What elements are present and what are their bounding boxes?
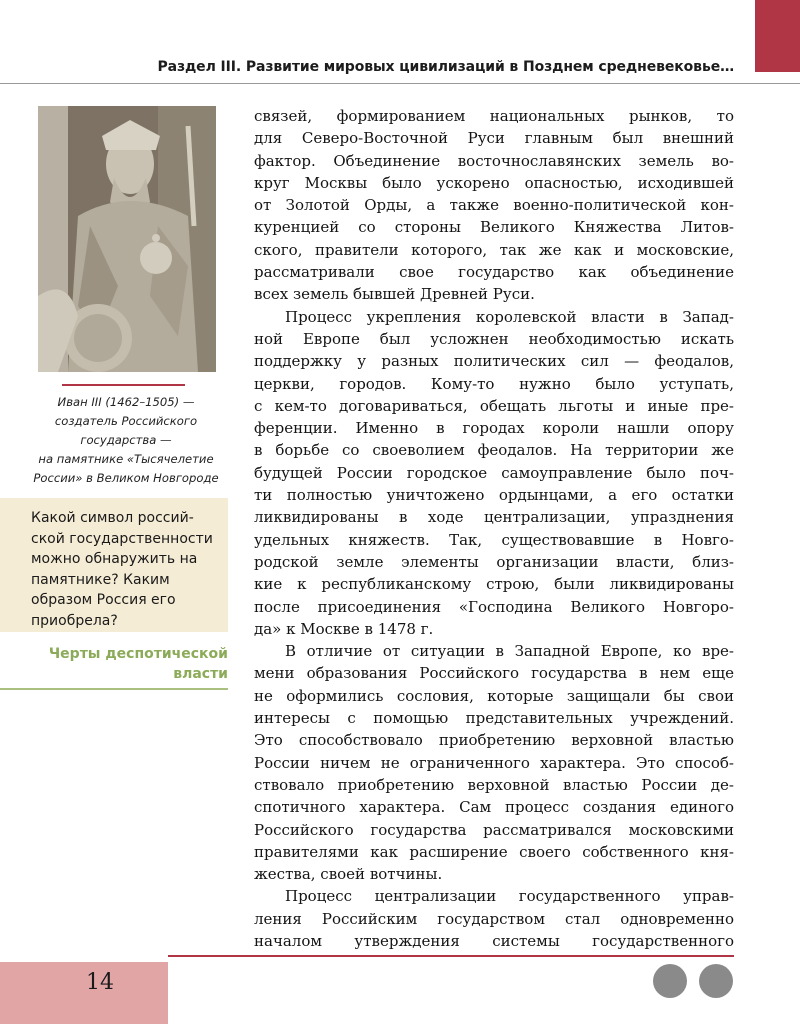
caption-line: государства — xyxy=(80,433,172,447)
figure-caption xyxy=(28,393,224,488)
text-line: ствовало приобретению верховной властью России де- xyxy=(254,775,734,794)
text-line: ти полностью уничтожено ордынцами, а его остатки xyxy=(254,486,734,505)
text-line: Процесс укрепления королевской власти в Запад- xyxy=(285,307,734,326)
text-line: правителями как расширение своего собственного кня- xyxy=(254,842,734,861)
question-line: приобрела? xyxy=(31,612,118,629)
text-line: России ничем не ограниченного характера. Это способ- xyxy=(254,753,734,772)
side-heading-line: власти xyxy=(173,666,228,682)
footer-divider xyxy=(168,955,734,957)
text-line: ского, правители которого, так же как и московские, xyxy=(254,240,734,259)
side-heading-line: Черты деспотической xyxy=(48,646,228,662)
question-text xyxy=(31,508,221,631)
text-line: Это способствовало приобретению верховной властью xyxy=(254,731,734,750)
text-line: ференции. Именно в городах короли нашли опору xyxy=(254,419,734,438)
main-text xyxy=(254,105,734,952)
text-line: удельных княжеств. Так, существовавшие в Новго- xyxy=(254,530,734,549)
caption-divider xyxy=(62,384,185,386)
text-line: интересы с помощью представительных учреждений. xyxy=(254,709,734,728)
question-line: образом Россия его xyxy=(31,592,176,608)
text-line: жества, своей вотчины. xyxy=(254,865,443,884)
text-line: куренцией со стороны Великого Княжества Литов- xyxy=(254,218,734,237)
text-line: началом утверждения системы государственного xyxy=(254,931,734,950)
text-line: в борьбе со своеволием феодалов. На территории же xyxy=(254,441,734,460)
monument-illustration xyxy=(38,106,216,372)
question-line: памятнике? Каким xyxy=(31,571,170,588)
text-line: кие к республиканскому строю, были ликвидированы xyxy=(254,575,734,594)
decorative-circle-icon xyxy=(699,964,733,998)
text-line: рассматривали свое государство как объединение xyxy=(254,263,734,282)
header-divider xyxy=(0,83,800,84)
decorative-circle-icon xyxy=(653,964,687,998)
text-line: поддержку у разных политических сил — феодалов, xyxy=(254,352,734,371)
corner-accent-tab xyxy=(755,0,800,72)
text-line: церкви, городов. Кому-то нужно было уступать, xyxy=(254,374,734,393)
text-line: да» к Москве в 1478 г. xyxy=(254,619,434,638)
monument-photo xyxy=(38,106,216,372)
question-line: ской государственности xyxy=(31,530,213,547)
text-line: от Золотой Орды, а также военно-политической кон- xyxy=(254,196,734,215)
caption-line: создатель Российского xyxy=(54,414,198,428)
text-line: связей, формированием национальных рынков, то xyxy=(254,107,734,125)
side-heading xyxy=(20,644,228,684)
question-line: Какой символ россий- xyxy=(31,510,194,526)
text-line: родской земле элементы организации власти, близ- xyxy=(254,552,734,571)
running-header-section-title: Раздел III. Развитие мировых цивилизаций в Позднем средневековье… xyxy=(157,59,734,75)
page-number-box xyxy=(0,962,168,1024)
text-line: ной Европе был усложнен необходимостью искать xyxy=(254,329,734,348)
text-line: всех земель бывшей Древней Руси. xyxy=(254,285,535,304)
text-line: фактор. Объединение восточнославянских земель во- xyxy=(254,151,734,170)
side-heading-divider xyxy=(0,688,228,690)
text-line: мени образования Российского государства в нем еще xyxy=(254,664,734,683)
text-line: для Северо-Восточной Руси главным был внешний xyxy=(254,129,734,148)
question-box xyxy=(0,498,228,632)
text-line: ления Российским государством стал одновременно xyxy=(254,909,734,928)
text-line: Процесс централизации государственного управ- xyxy=(285,887,734,906)
question-line: можно обнаружить на xyxy=(31,551,198,567)
text-line: после присоединения «Господина Великого Новгоро- xyxy=(254,597,734,616)
text-line: не оформились сословия, которые защищали бы свои xyxy=(254,686,734,705)
caption-line: на памятнике «Тысячелетие xyxy=(38,452,214,466)
text-line: спотичного характера. Сам процесс создания единого xyxy=(254,798,734,817)
text-line: ликвидированы в ходе централизации, упразднения xyxy=(254,508,734,527)
text-line: с кем-то договариваться, обещать льготы и иные пре- xyxy=(254,396,734,415)
text-line: В отличие от ситуации в Западной Европе, ко вре- xyxy=(285,642,734,661)
page-number: 14 xyxy=(86,970,114,995)
text-line: круг Москвы было ускорено опасностью, исходившей xyxy=(254,173,734,192)
caption-line: России» в Великом Новгороде xyxy=(33,471,219,485)
text-line: будущей России городское самоуправление было поч- xyxy=(254,463,734,482)
text-line: Российского государства рассматривался московскими xyxy=(254,820,734,839)
caption-line: Иван III (1462–1505) — xyxy=(57,395,195,409)
